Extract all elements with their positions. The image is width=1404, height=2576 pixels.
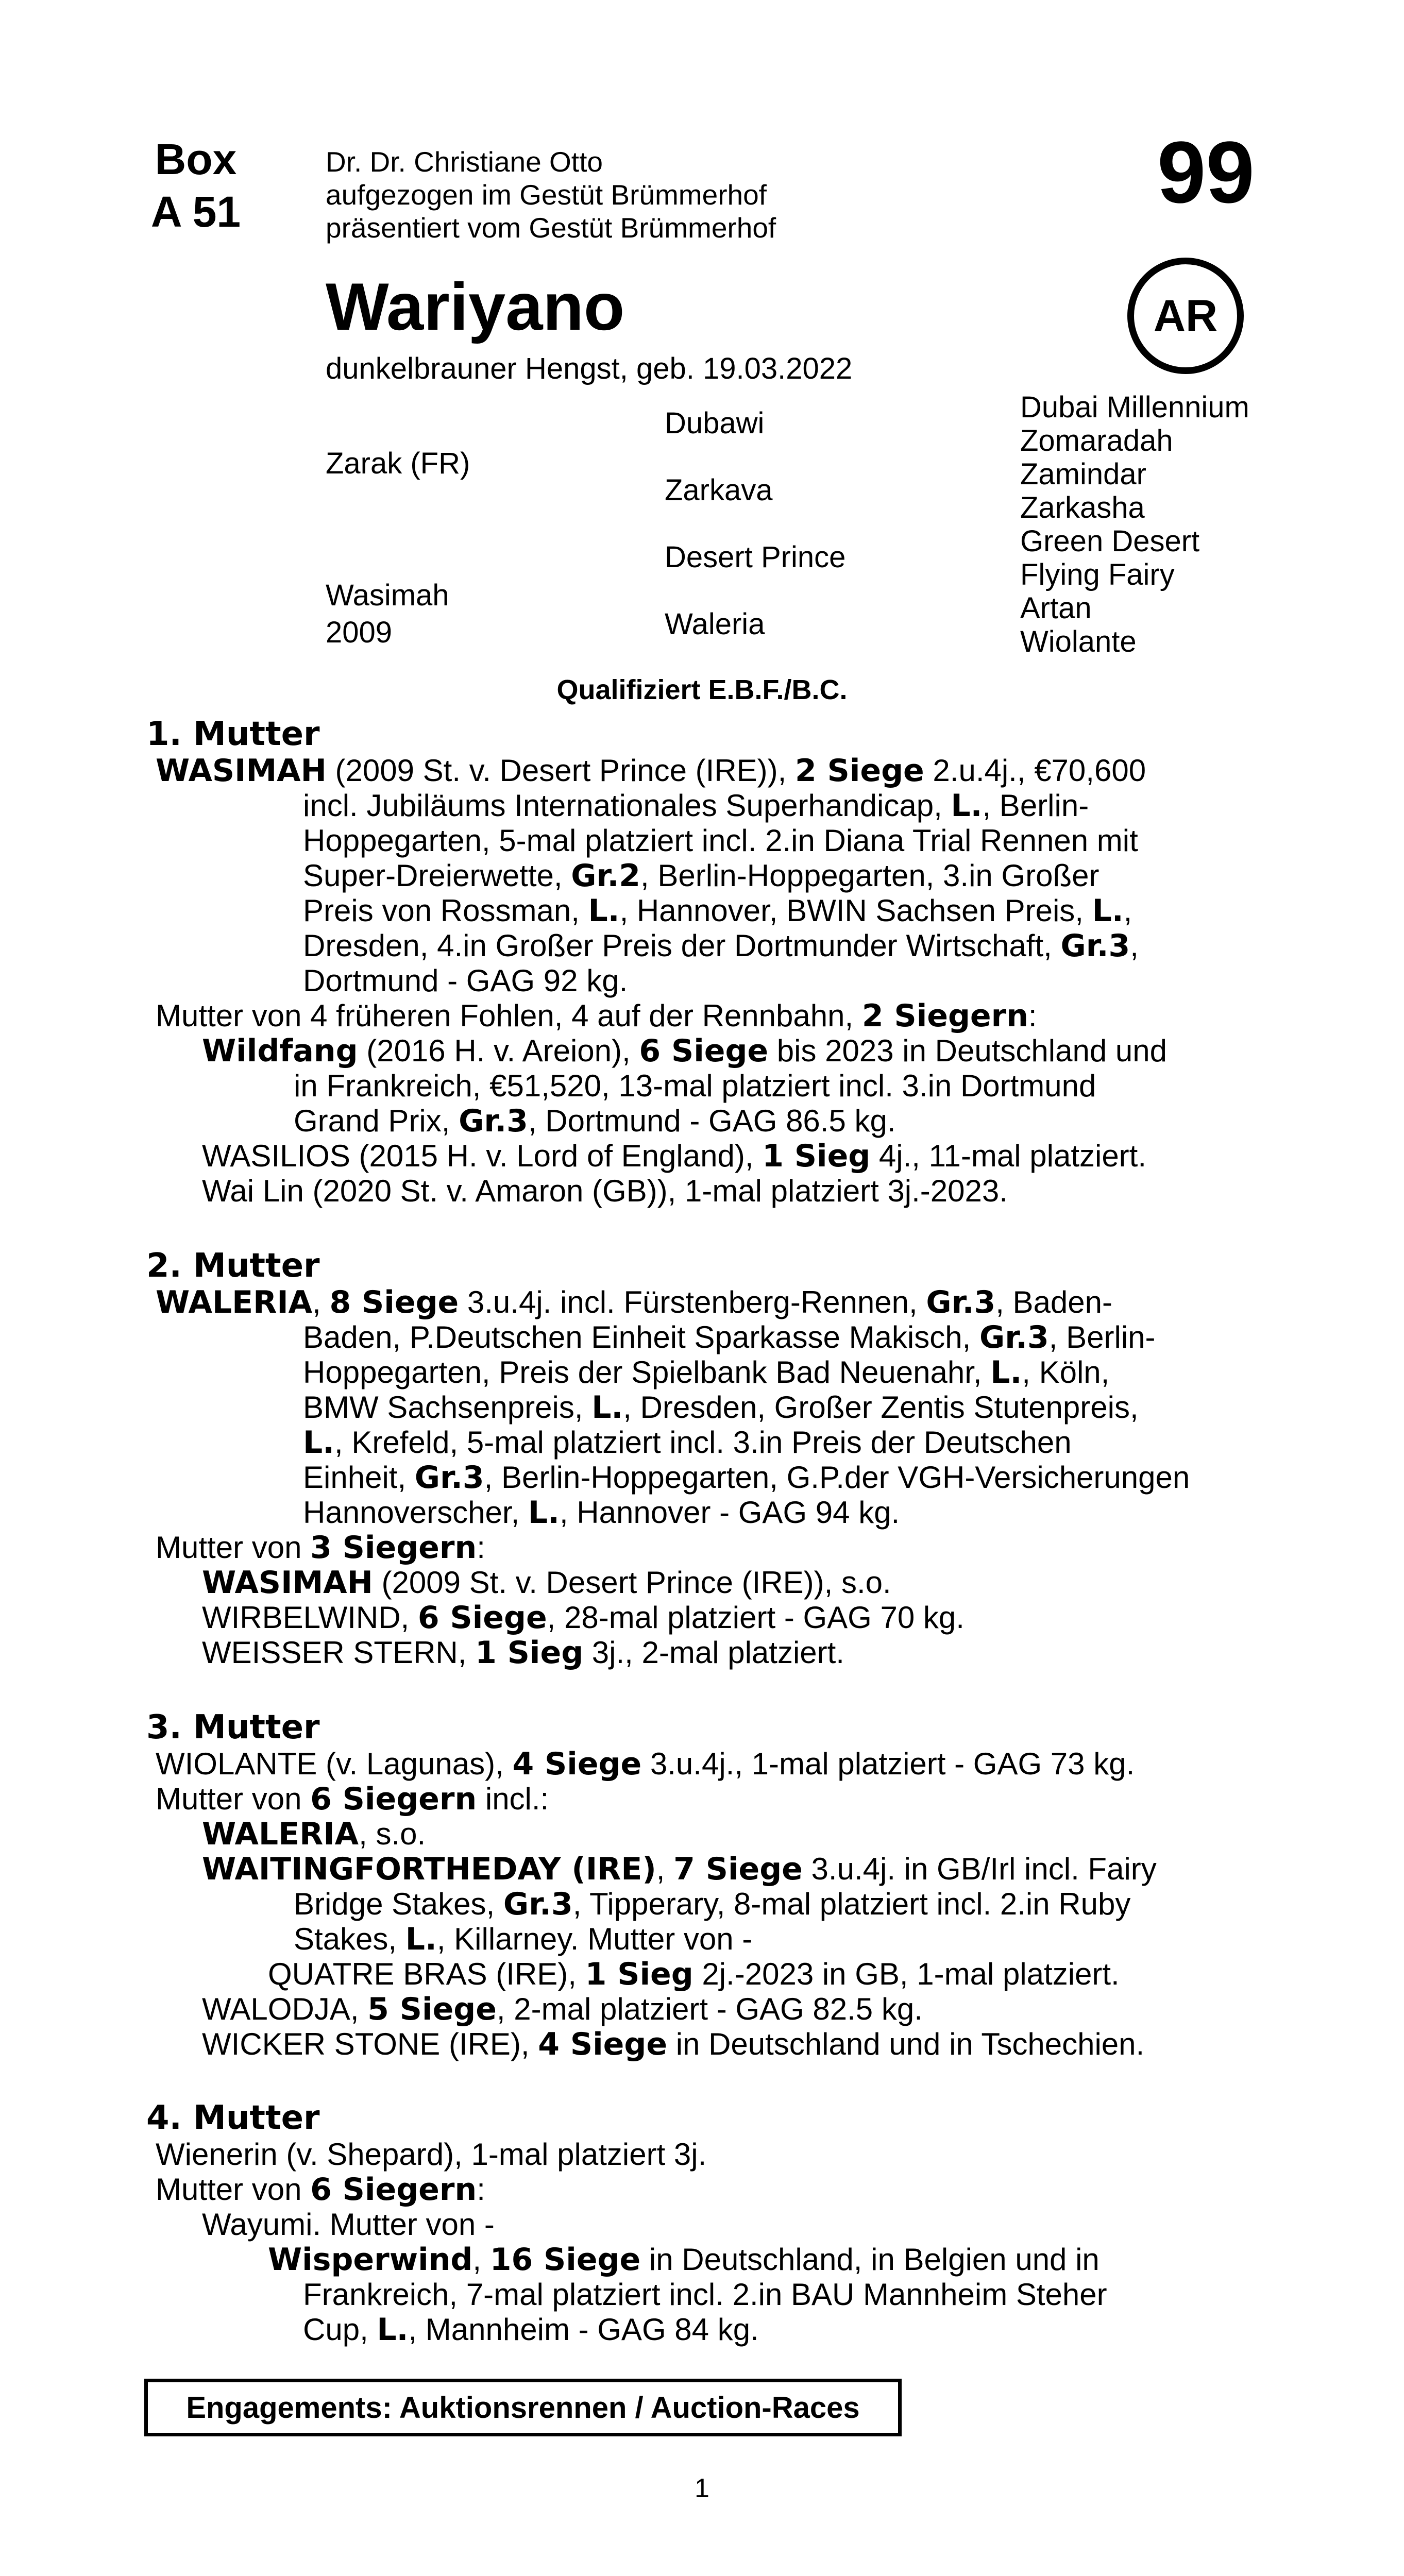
- section-heading-3: 3. Mutter: [146, 1708, 320, 1747]
- pedigree-gen3-item: Zomaradah: [1020, 424, 1173, 457]
- text-line: WALODJA, 5 Siege, 2-mal platziert - GAG 82.5 kg.: [202, 1991, 923, 2027]
- text-line: WALERIA, 8 Siege 3.u.4j. incl. Fürstenberg-Rennen, Gr.3, Baden-: [156, 1284, 1113, 1320]
- text-line: Mutter von 4 früheren Fohlen, 4 auf der Rennbahn, 2 Siegern:: [156, 998, 1037, 1034]
- text-line: Hoppegarten, 5-mal platziert incl. 2.in Diana Trial Rennen mit: [303, 823, 1138, 858]
- pedigree-gen3-item: Dubai Millennium: [1020, 391, 1249, 424]
- pedigree-gen2-item: Zarkava: [665, 473, 773, 507]
- text-line: Wildfang (2016 H. v. Areion), 6 Siege bis 2023 in Deutschland und: [202, 1033, 1167, 1069]
- presented-by: präsentiert vom Gestüt Brümmerhof: [326, 212, 776, 244]
- pedigree-sire: Zarak (FR): [326, 447, 470, 480]
- text-line: Baden, P.Deutschen Einheit Sparkasse Makisch, Gr.3, Berlin-: [303, 1319, 1156, 1355]
- text-line: Grand Prix, Gr.3, Dortmund - GAG 86.5 kg.: [294, 1103, 896, 1139]
- bred-by: aufgezogen im Gestüt Brümmerhof: [326, 179, 767, 211]
- text-line: Wayumi. Mutter von -: [202, 2207, 495, 2242]
- pedigree-gen2-item: Desert Prince: [665, 540, 846, 574]
- text-line: L., Krefeld, 5-mal platziert incl. 3.in Preis der Deutschen: [303, 1425, 1072, 1461]
- text-line: incl. Jubiläums Internationales Superhandicap, L., Berlin-: [303, 788, 1089, 824]
- text-line: WALERIA, s.o.: [202, 1816, 426, 1852]
- pedigree-gen3: [1020, 391, 1249, 658]
- text-line: Dortmund - GAG 92 kg.: [303, 963, 628, 998]
- text-line: Wisperwind, 16 Siege in Deutschland, in Belgien und in: [268, 2242, 1099, 2278]
- text-line: Super-Dreierwette, Gr.2, Berlin-Hoppegarten, 3.in Großer: [303, 858, 1099, 894]
- text-line: Preis von Rossman, L., Hannover, BWIN Sachsen Preis, L.,: [303, 893, 1132, 929]
- text-line: WEISSER STERN, 1 Sieg 3j., 2-mal platziert.: [202, 1635, 844, 1671]
- text-line: Mutter von 6 Siegern incl.:: [156, 1781, 549, 1817]
- qualification: Qualifiziert E.B.F./B.C.: [556, 674, 848, 705]
- text-line: WAITINGFORTHEDAY (IRE), 7 Siege 3.u.4j. in GB/Irl incl. Fairy: [202, 1851, 1157, 1887]
- pedigree-dam-year: 2009: [326, 616, 393, 649]
- lot-number: 99: [1157, 124, 1255, 222]
- ar-badge: [1127, 258, 1244, 374]
- pedigree-gen3-item: Zarkasha: [1020, 491, 1145, 524]
- text-line: WICKER STONE (IRE), 4 Siege in Deutschland und in Tschechien.: [202, 2026, 1145, 2062]
- engagements-box: [144, 2379, 902, 2436]
- text-line: WIRBELWIND, 6 Siege, 28-mal platziert - GAG 70 kg.: [202, 1600, 965, 1636]
- text-line: in Frankreich, €51,520, 13-mal platziert incl. 3.in Dortmund: [294, 1069, 1096, 1103]
- box-label: [144, 133, 247, 238]
- pedigree-gen3-item: Flying Fairy: [1020, 558, 1175, 591]
- horse-description: dunkelbrauner Hengst, geb. 19.03.2022: [326, 352, 853, 385]
- pedigree-gen3-item: Artan: [1020, 591, 1092, 625]
- page-number: 1: [695, 2473, 709, 2503]
- text-line: Mutter von 3 Siegern:: [156, 1530, 485, 1566]
- text-line: Mutter von 6 Siegern:: [156, 2172, 485, 2208]
- pedigree-gen2-item: Waleria: [665, 607, 765, 641]
- section-heading-1: 1. Mutter: [146, 715, 320, 753]
- text-line: QUATRE BRAS (IRE), 1 Sieg 2j.-2023 in GB, 1-mal platziert.: [268, 1956, 1120, 1992]
- section-heading-4: 4. Mutter: [146, 2099, 320, 2137]
- horse-name: Wariyano: [326, 269, 625, 344]
- text-line: Hoppegarten, Preis der Spielbank Bad Neuenahr, L., Köln,: [303, 1354, 1110, 1391]
- text-line: Einheit, Gr.3, Berlin-Hoppegarten, G.P.der VGH-Versicherungen: [303, 1460, 1190, 1496]
- ar-badge-text: AR: [1153, 291, 1218, 341]
- text-line: Wai Lin (2020 St. v. Amaron (GB)), 1-mal platziert 3j.-2023.: [202, 1174, 1008, 1208]
- pedigree-gen3-item: Green Desert: [1020, 524, 1200, 558]
- text-line: WASIMAH (2009 St. v. Desert Prince (IRE)), s.o.: [202, 1565, 891, 1601]
- text-line: BMW Sachsenpreis, L., Dresden, Großer Zentis Stutenpreis,: [303, 1389, 1139, 1426]
- pedigree-gen3-item: Wiolante: [1020, 625, 1137, 658]
- engagements-text: Engagements: Auktionsrennen / Auction-Races: [186, 2391, 860, 2425]
- text-line: WASIMAH (2009 St. v. Desert Prince (IRE)), 2 Siege 2.u.4j., €70,600: [156, 753, 1146, 789]
- text-line: Bridge Stakes, Gr.3, Tipperary, 8-mal platziert incl. 2.in Ruby: [294, 1886, 1131, 1922]
- text-line: WASILIOS (2015 H. v. Lord of England), 1 Sieg 4j., 11-mal platziert.: [202, 1138, 1147, 1174]
- section-heading-2: 2. Mutter: [146, 1247, 320, 1285]
- pedigree-gen2-item: Dubawi: [665, 406, 765, 440]
- owner: Dr. Dr. Christiane Otto: [326, 146, 603, 178]
- text-line: Cup, L., Mannheim - GAG 84 kg.: [303, 2312, 759, 2348]
- text-line: Wienerin (v. Shepard), 1-mal platziert 3j.: [156, 2137, 707, 2172]
- text-line: Frankreich, 7-mal platziert incl. 2.in BAU Mannheim Steher: [303, 2277, 1107, 2312]
- pedigree-dam: Wasimah: [326, 579, 449, 612]
- text-line: Stakes, L., Killarney. Mutter von -: [294, 1921, 753, 1957]
- text-line: Hannoverscher, L., Hannover - GAG 94 kg.: [303, 1495, 900, 1531]
- box-number: A 51: [150, 188, 241, 236]
- text-line: WIOLANTE (v. Lagunas), 4 Siege 3.u.4j., 1-mal platziert - GAG 73 kg.: [156, 1746, 1135, 1782]
- pedigree-gen3-item: Zamindar: [1020, 457, 1146, 491]
- box-title: Box: [155, 135, 237, 183]
- text-line: Dresden, 4.in Großer Preis der Dortmunder Wirtschaft, Gr.3,: [303, 928, 1139, 964]
